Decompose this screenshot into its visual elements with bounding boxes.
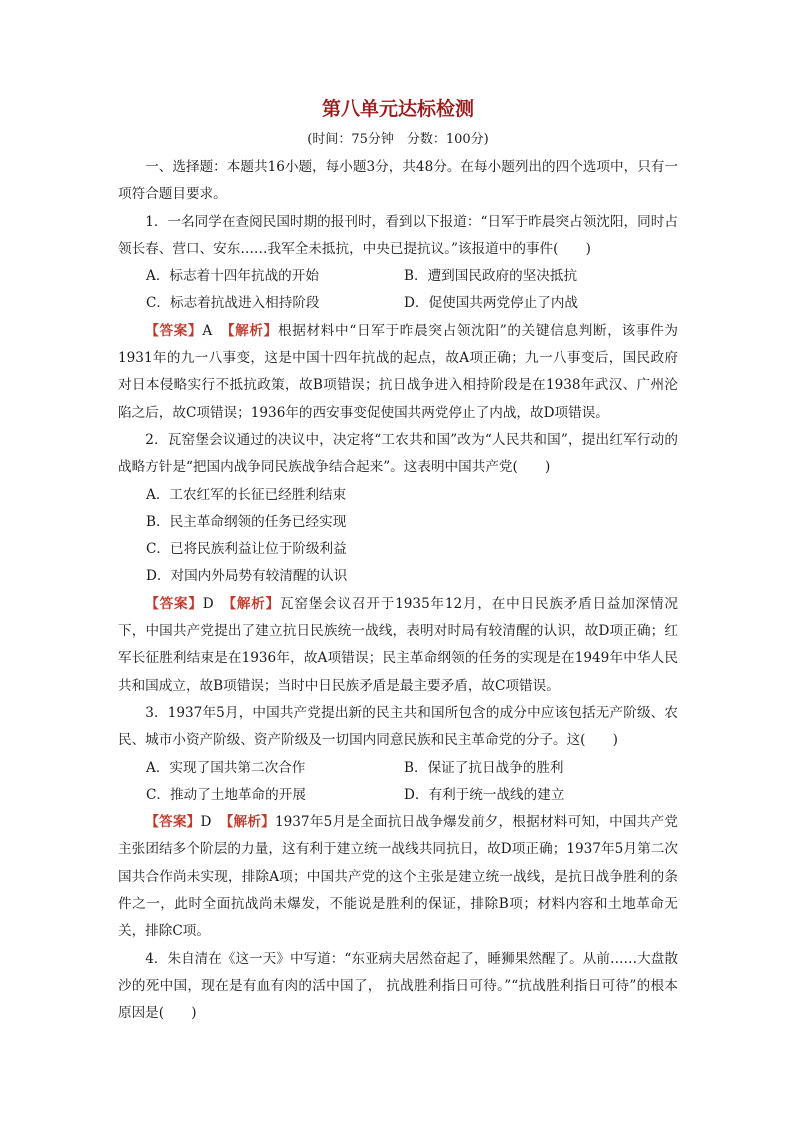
option-d: D．有利于统一战线的建立	[404, 786, 565, 803]
question-stem: 1．一名同学在查阅民国时期的报刊时，看到以下报道：“日军于昨晨突占领沈阳，同时占领长春、营口、安东……我军全未抵抗，中央已提抗议。”该报道中的事件( )	[118, 213, 678, 257]
option-c: C．标志着抗战进入相持阶段	[146, 295, 320, 312]
question-2	[118, 427, 678, 700]
answer-block	[118, 591, 678, 700]
exam-info: (时间：75分钟 分数：100分)	[307, 132, 489, 147]
option-c: C．推动了土地革命的开展	[146, 786, 306, 803]
answer-value: D	[200, 814, 212, 831]
option-b: B．遭到国民政府的坚决抵抗	[404, 268, 578, 285]
question-stem: 4．朱自清在《这一天》中写道：“东亚病夫居然奋起了，睡狮果然醒了。从前……大盘散沙的死中国，现在是有血有肉的活中国了， 抗战胜利指日可待。”“抗战胜利指日可待”的根本原因是( )	[118, 950, 678, 1022]
option-row	[118, 755, 678, 782]
question-4	[118, 946, 678, 1028]
option-a: A．实现了国共第二次合作	[146, 759, 306, 776]
option-d: D．对国内外局势有较清醒的认识	[146, 568, 348, 585]
option-row	[118, 290, 678, 317]
answer-label: 【答案】	[145, 595, 203, 612]
analysis-label: 【解析】	[221, 595, 281, 612]
question-stem: 3．1937年5月，中国共产党提出新的民主共和国所包含的成分中应该包括无产阶级、农民、城市小资产阶级、资产阶级及一切国内同意民族和民主革命党的分子。这( )	[118, 704, 678, 749]
section-instructions: 一、选择题：本题共16小题，每小题3分，共48分。在每小题列出的四个选项中，只有一项符合题目要求。	[118, 159, 678, 203]
answer-value: A	[202, 322, 213, 339]
option-b: B．保证了抗日战争的胜利	[404, 759, 564, 776]
question-1	[118, 209, 678, 427]
answer-block	[118, 318, 678, 427]
answer-label: 【答案】	[145, 814, 201, 831]
analysis-text: 瓦窑堡会议召开于1935年12月，在中日民族矛盾日益加深情况下，中国共产党提出了建立抗日民族统一战线，表明对时局有较清醒的认识，故D项正确；红军长征胜利结束是在1936年，故A项错误；民主革命纲领的任务的实现是在1949年中华人民共和国成立，故B项错误；当时中日民族矛盾是最主要矛盾，故C项错误。	[118, 595, 679, 694]
option-d: D．促使国共两党停止了内战	[404, 295, 579, 312]
option-row	[118, 263, 678, 290]
document-page	[118, 92, 678, 1028]
option-b: B．民主革命纲领的任务已经实现	[146, 513, 347, 530]
answer-label: 【答案】	[145, 322, 203, 339]
analysis-text: 1937年5月是全面抗日战争爆发前夕，根据材料可知，中国共产党主张团结多个阶层的力量，这有利于建立统一战线共同抗日，故D项正确；1937年5月第二次国共合作尚未实现，排除A项；中国共产党的这个主张是建立统一战线，是抗日战争胜利的条件之一，此时全面抗战尚未爆发，不能说是胜利的保证，排除B项；材料内容和土地革命无关，排除C项。	[118, 814, 679, 940]
analysis-label: 【解析】	[220, 322, 278, 339]
answer-block	[118, 809, 678, 945]
option-a: A．工农红军的长征已经胜利结束	[146, 486, 347, 503]
option-c: C．已将民族利益让位于阶级利益	[146, 541, 347, 558]
analysis-text: 根据材料中“日军于昨晨突占领沈阳”的关键信息判断，该事件为1931年的九一八事变，这是中国十四年抗战的起点，故A项正确；九一八事变后，国民政府对日本侵略实行不抵抗政策，故B项错误；抗日战争进入相持阶段是在1938年武汉、广州沦陷之后，故C项错误；1936年的西安事变促使国共两党停止了内战，故D项错误。	[118, 322, 679, 421]
question-3	[118, 700, 678, 946]
analysis-label: 【解析】	[219, 814, 275, 831]
option-a: A．标志着十四年抗战的开始	[146, 268, 319, 285]
option-row	[118, 782, 678, 809]
page-title: 第八单元达标检测	[321, 98, 474, 120]
question-stem: 2．瓦窑堡会议通过的决议中，决定将“工农共和国”改为“人民共和国”，提出红军行动的战略方针是“把国内战争同民族战争结合起来”。这表明中国共产党( )	[118, 431, 678, 476]
answer-value: D	[202, 595, 214, 612]
